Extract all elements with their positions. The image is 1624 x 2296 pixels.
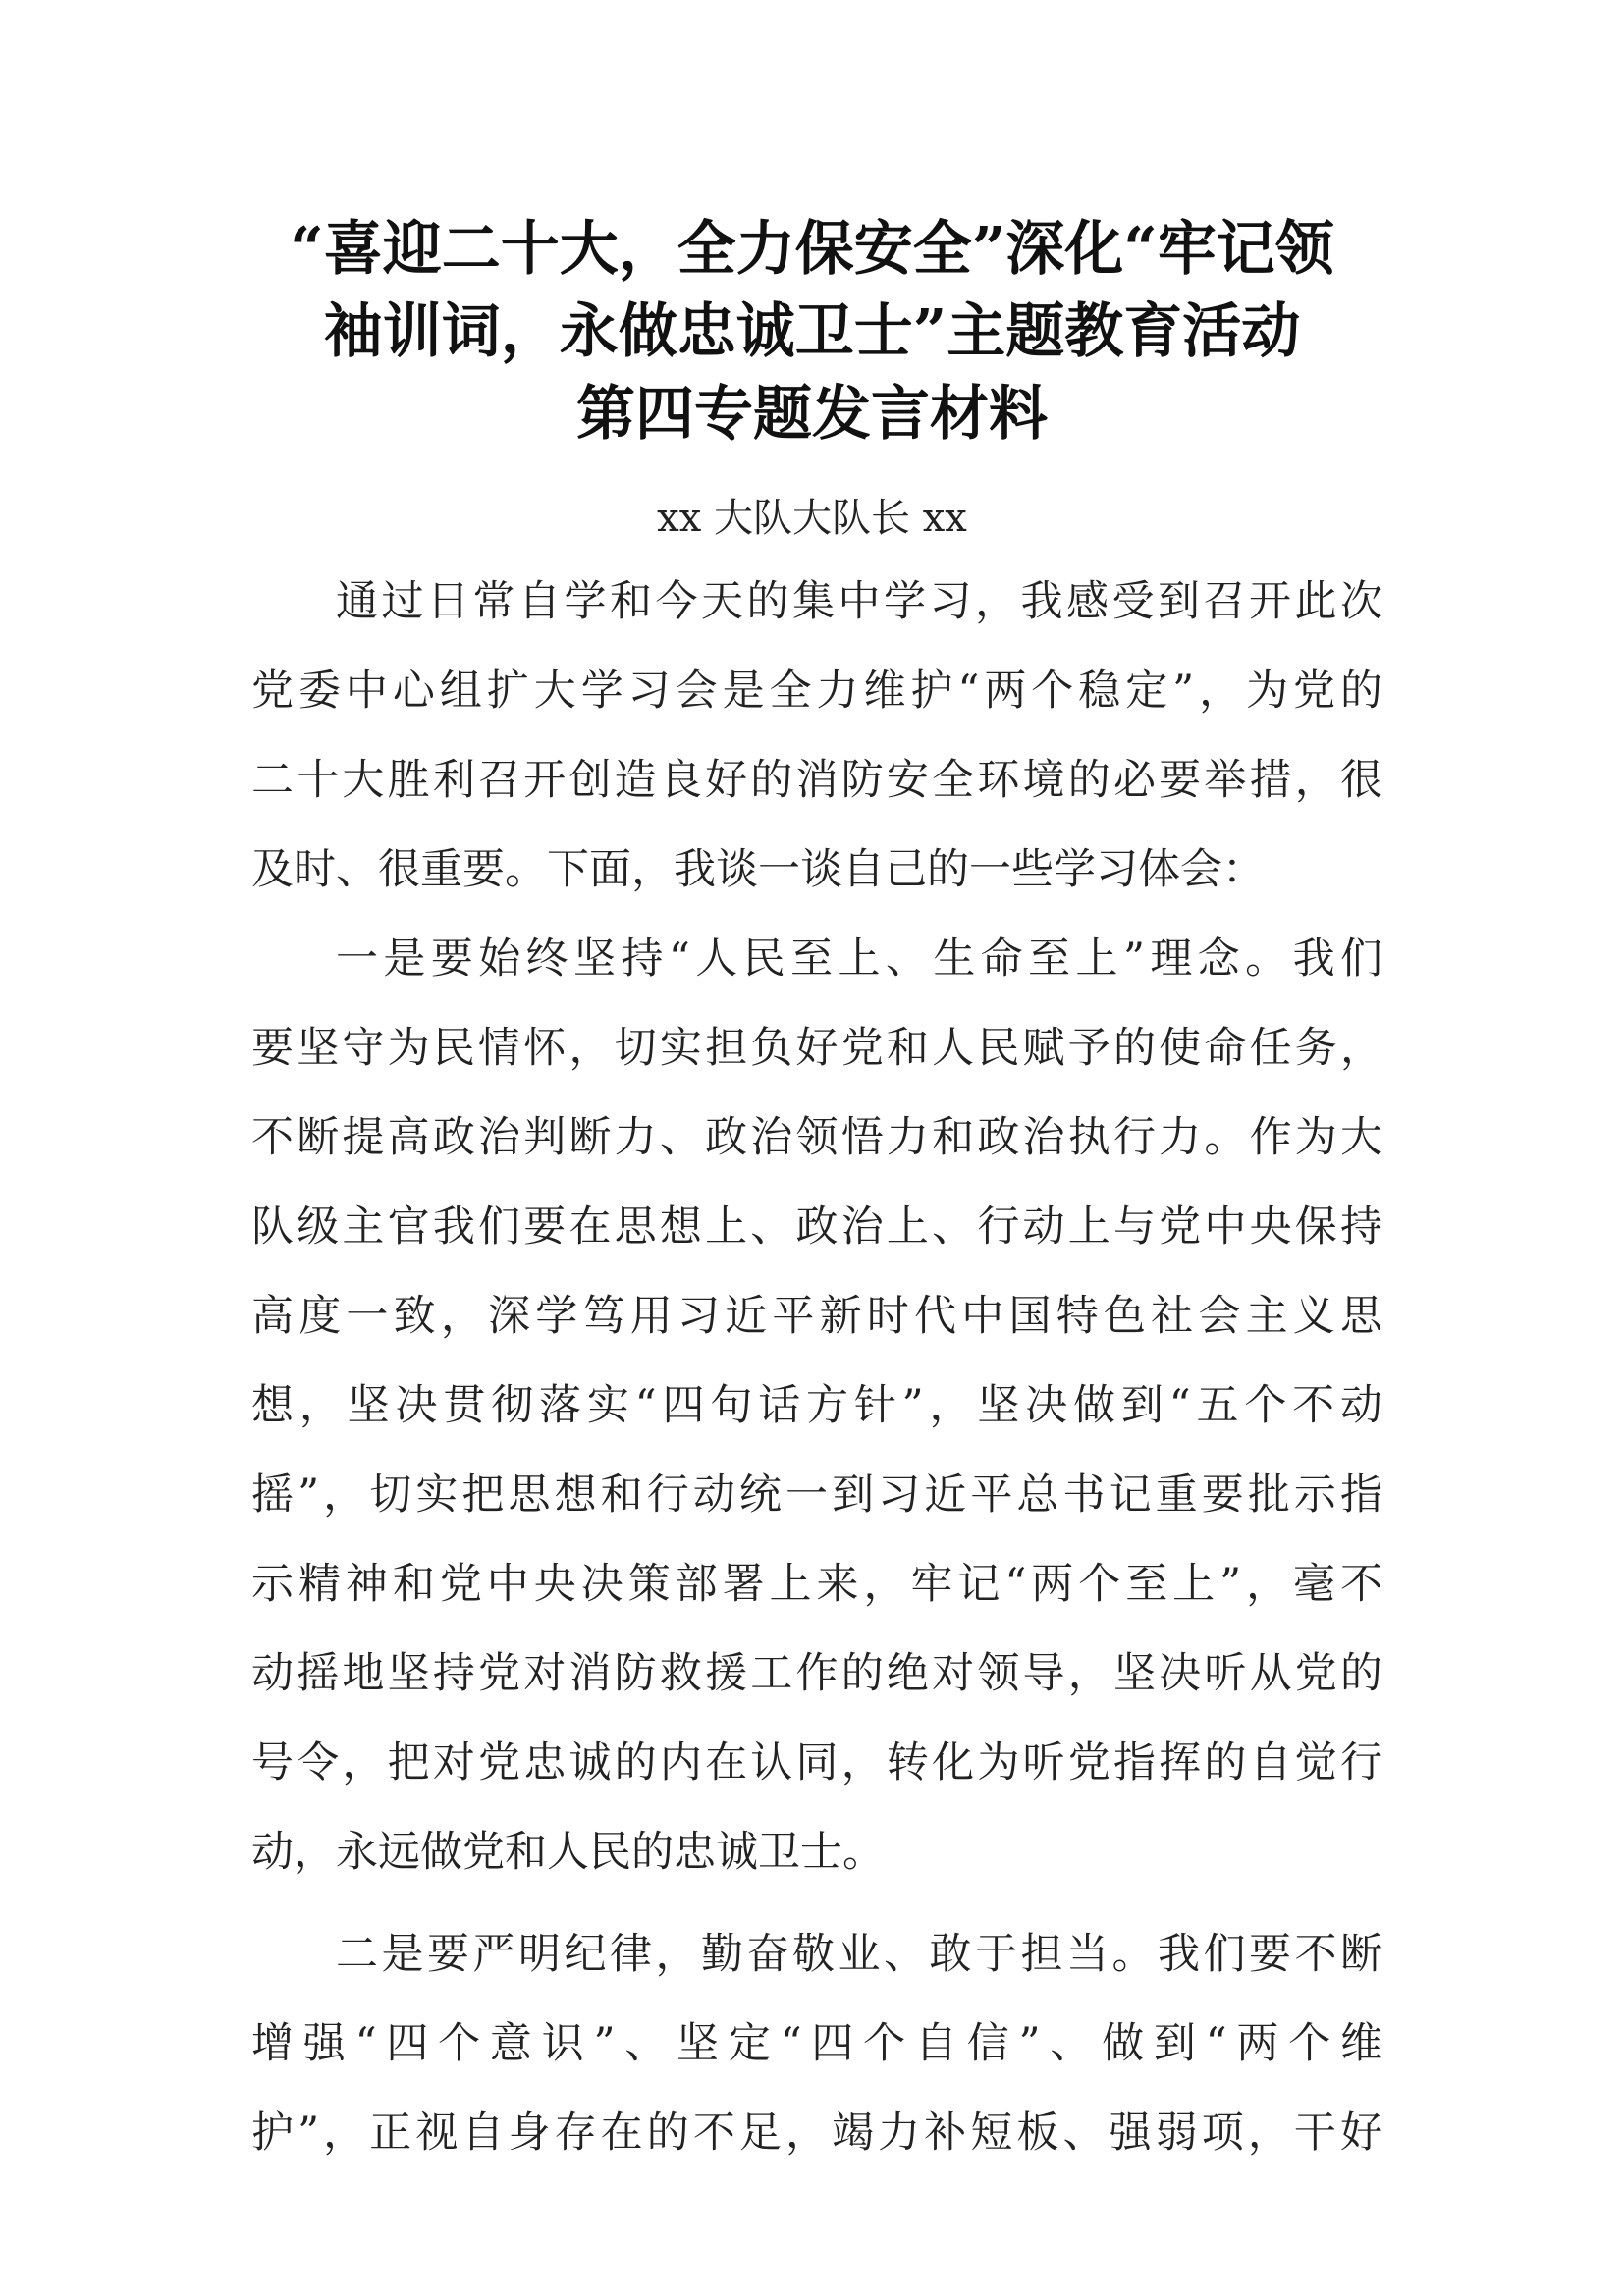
- text-line: 要坚守为民情怀，切实担负好党和人民赋予的使命任务，: [251, 1024, 1382, 1073]
- title-line: 袖训词，永做忠诚卫士”主题教育活动: [323, 297, 1301, 366]
- text-line: 号令，把对党忠诚的内在认同，转化为听党指挥的自觉行: [251, 1738, 1382, 1788]
- text-line: 队级主官我们要在思想上、政治上、行动上与党中央保持: [251, 1202, 1382, 1252]
- document-title: [196, 208, 1428, 455]
- title-line: 第四专题发言材料: [576, 380, 1048, 449]
- text-line: 想，坚决贯彻落实“四句话方针”，坚决做到“五个不动: [251, 1381, 1382, 1430]
- text-line: 二十大胜利召开创造良好的消防安全环境的必要举措，很: [251, 756, 1382, 805]
- text-line: 摇”，切实把思想和行动统一到习近平总书记重要批示指: [251, 1470, 1382, 1520]
- text-line: 不断提高政治判断力、政治领悟力和政治执行力。作为大: [251, 1113, 1382, 1162]
- text-line: 示精神和党中央决策部署上来，牢记“两个至上”，毫不: [251, 1560, 1382, 1609]
- text-line: 及时、很重要。下面，我谈一谈自己的一些学习体会：: [251, 845, 1265, 894]
- text-line: 动，永远做党和人民的忠诚卫士。: [251, 1828, 885, 1877]
- text-line: 护”，正视自身存在的不足，竭力补短板、强弱项，干好: [251, 2109, 1382, 2158]
- paragraph-2: [251, 915, 1382, 1897]
- paragraph-3: [251, 1910, 1382, 2178]
- text-line: 党委中心组扩大学习会是全力维护“两个稳定”，为党的: [251, 667, 1382, 716]
- text-line: 二是要严明纪律，勤奋敬业、敢于担当。我们要不断: [336, 1930, 1382, 1979]
- author-line: xx 大队大队长 xx: [657, 496, 967, 541]
- text-line: 动摇地坚持党对消防救援工作的绝对领导，坚决听从党的: [251, 1649, 1382, 1698]
- title-line: “喜迎二十大，全力保安全”深化“牢记领: [290, 215, 1334, 284]
- text-line: 增强“四个意识”、坚定“四个自信”、做到“两个维: [251, 2019, 1382, 2068]
- text-line: 一是要始终坚持“人民至上、生命至上”理念。我们: [336, 934, 1382, 984]
- paragraph-1: [251, 558, 1382, 915]
- text-line: 高度一致，深学笃用习近平新时代中国特色社会主义思: [251, 1292, 1382, 1341]
- text-line: 通过日常自学和今天的集中学习，我感受到召开此次: [336, 577, 1382, 626]
